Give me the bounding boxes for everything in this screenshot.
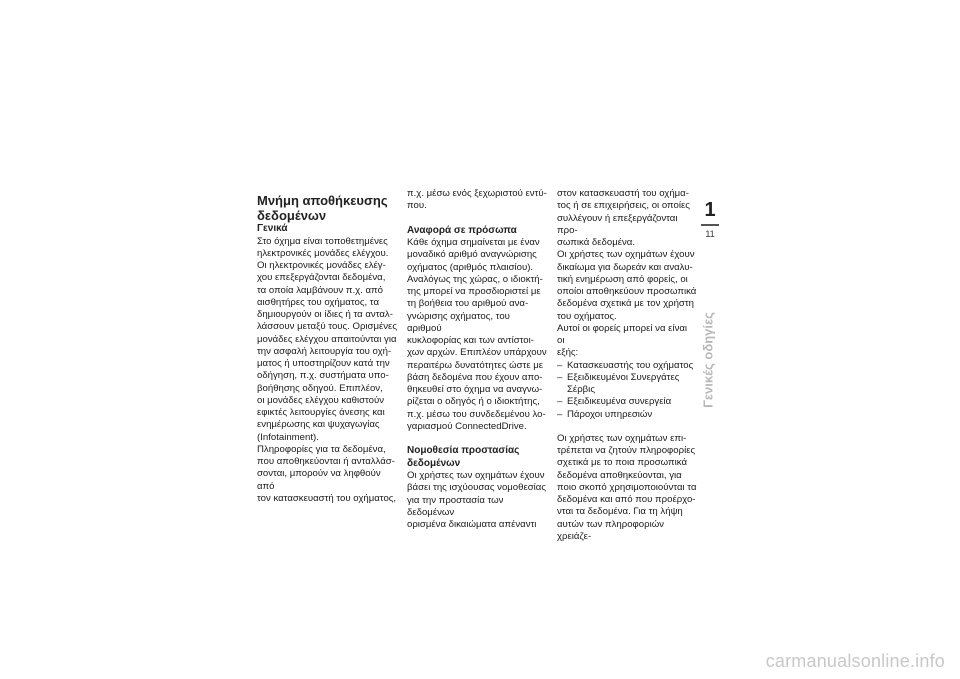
list-dash: – — [557, 396, 563, 408]
text-line: οποίοι αποθηκεύουν προσωπικά — [557, 286, 697, 297]
chapter-divider — [701, 224, 719, 226]
chapter-tab — [701, 200, 719, 239]
list-item — [557, 360, 697, 372]
page-number: 11 — [705, 229, 715, 239]
text-line: οδήγηση, π.χ. συστήματα υπο- — [257, 370, 389, 382]
text-line: τος ή σε επιχειρήσεις, οι οποίες — [557, 200, 690, 212]
paragraph-rights — [557, 188, 697, 360]
list-item-line: Πάροχοι υπηρεσιών — [567, 408, 653, 420]
text-line: Κάθε όχημα σημαίνεται με έναν — [407, 237, 540, 248]
text-line: τη βοήθεια του αριθμού ανα- — [407, 298, 529, 310]
chapter-title-vertical: Γενικές οδηγίες — [700, 312, 716, 408]
list-item-text — [567, 409, 697, 421]
text-line: περαιτέρω δυνατότητες ώστε με — [407, 359, 544, 371]
chapter-number: 1 — [704, 199, 716, 221]
text-line: τον κατασκευαστή του οχήματος, — [257, 492, 397, 504]
list-dash: – — [557, 408, 563, 420]
list-item-line: Εξειδικευμένα συνεργεία — [567, 396, 672, 408]
text-line: τική ενημέρωση από φορείς, οι — [557, 273, 688, 285]
text-line: Οι ηλεκτρονικές μονάδες ελέγ- — [257, 260, 386, 271]
section-title: Μνήμη αποθήκευσης δεδομένων — [257, 193, 388, 223]
subheading-general: Γενικά — [257, 223, 288, 234]
text-line: π.χ. μέσω ενός ξεχωριστού εντύ- — [407, 188, 547, 199]
text-line: χου επεξεργάζονται δεδομένα, — [257, 272, 386, 284]
text-line: σχετικά με το ποια προσωπικά — [557, 457, 687, 469]
text-line: ποιο σκοπό χρησιμοποιούνται τα — [557, 481, 697, 493]
text-line: βάσει της ισχύουσας νομοθεσίας — [407, 482, 546, 494]
text-line: δικαίωμα για δωρεάν και αναλυ- — [557, 261, 693, 273]
text-line: Οι χρήστες των οχημάτων έχουν — [557, 249, 695, 261]
text-line: τρέπεται να ζητούν πληροφορίες — [557, 445, 696, 456]
text-line: οι μονάδες ελέγχου καθιστούν — [257, 394, 385, 406]
text-column-1 — [257, 193, 397, 505]
list-item — [557, 372, 697, 397]
list-dash: – — [557, 359, 563, 371]
paragraph-continuation — [407, 188, 547, 213]
text-line: μονάδες ελέγχου απαιτούνται για — [257, 333, 397, 345]
text-line: ρίζεται ο οδηγός ή ο ιδιοκτήτης, — [407, 396, 540, 408]
text-line: που. — [407, 200, 427, 212]
text-line: ενημέρωσης και ψυχαγωγίας — [257, 419, 380, 431]
text-line: σονται, μπορούν να ληφθούν από — [257, 468, 381, 492]
paragraph-data-protection — [407, 470, 547, 531]
list-item-text — [567, 360, 697, 372]
paragraph-personal-reference — [407, 237, 547, 433]
text-line: σωπικά δεδομένα. — [557, 237, 636, 248]
text-line: ηλεκτρονικές μονάδες ελέγχου. — [257, 247, 389, 259]
text-line: ορισμένα δικαιώματα απέναντι — [407, 519, 537, 530]
text-line: (Infotainment). — [257, 431, 319, 443]
text-line: δεδομένα αποθηκεύονται, για — [557, 469, 682, 481]
text-line: λάσσουν μεταξύ τους. Ορισμένες — [257, 321, 397, 333]
text-line: Αναλόγως της χώρας, ο ιδιοκτή- — [407, 273, 543, 285]
paragraph-block — [257, 236, 397, 506]
watermark: carmanualsonline.info — [765, 651, 945, 671]
subheading-data-protection-line1: Νομοθεσία προστασίας — [407, 445, 520, 456]
text-line: της μπορεί να προσδιοριστεί με — [407, 286, 541, 297]
text-line: Πληροφορίες για τα δεδομένα, — [257, 443, 386, 455]
subheading-data-protection-line2: δεδομένων — [407, 457, 461, 469]
text-line: αυτών των πληροφοριών χρειάζε- — [557, 518, 664, 542]
text-line: τα οποία λαμβάνουν π.χ. από — [257, 284, 384, 296]
text-line: δεδομένα και από που προέρχο- — [557, 494, 696, 505]
text-line: Οι χρήστες των οχημάτων επι- — [557, 432, 687, 444]
text-line: συλλέγουν ή επεξεργάζονται προ- — [557, 212, 678, 236]
text-line: οχήματος (αριθμός πλαισίου). — [407, 261, 534, 273]
text-line: μοναδικό αριθμό αναγνώρισης — [407, 249, 537, 261]
list-item — [557, 409, 697, 421]
paragraph-information-request — [557, 433, 697, 543]
text-line: που αποθηκεύονται ή ανταλλάσ- — [257, 456, 395, 467]
list-item-line: Σέρβις — [567, 384, 595, 395]
text-line: γνώρισης οχήματος, του αριθμού — [407, 310, 510, 334]
text-line: π.χ. μέσω του συνδεδεμένου λο- — [407, 408, 546, 420]
text-line: του οχήματος. — [557, 310, 617, 322]
text-line: αισθητήρες του οχήματος, τα — [257, 296, 379, 308]
text-line: δημιουργούν οι ίδιες ή τα ανταλ- — [257, 309, 393, 320]
text-line: κυκλοφορίας και των αντίστοι- — [407, 335, 534, 346]
text-line: νται τα δεδομένα. Για τη λήψη — [557, 506, 683, 518]
text-line: την ασφαλή λειτουργία του οχή- — [257, 345, 392, 357]
list-item-line: Εξειδικευμένοι Συνεργάτες — [567, 371, 680, 383]
text-line: βοήθησης οδηγού. Επιπλέον, — [257, 382, 383, 394]
text-line: εξής: — [557, 347, 579, 359]
subheading-personal-reference: Αναφορά σε πρόσωπα — [407, 224, 517, 236]
list-item-text — [567, 372, 697, 397]
text-line: Στο όχημα είναι τοποθετημένες — [257, 235, 388, 247]
text-column-3 — [557, 188, 697, 543]
list-item — [557, 396, 697, 408]
text-line: για την προστασία των δεδομένων — [407, 494, 504, 518]
text-column-2 — [407, 188, 547, 531]
text-line: εφικτές λειτουργίες άνεσης και — [257, 407, 385, 418]
list-dash: – — [557, 371, 563, 383]
text-line: ματος ή υποστηρίζουν κατά την — [257, 358, 390, 369]
bullet-list — [557, 360, 697, 421]
text-line: βάση δεδομένα που έχουν απο- — [407, 371, 543, 383]
list-item-line: Κατασκευαστής του οχήματος — [567, 359, 694, 371]
text-line: θηκευθεί στο όχημα να αναγνω- — [407, 384, 543, 395]
text-line: στον κατασκευαστή του οχήμα- — [557, 188, 689, 199]
text-line: γαριασμού ConnectedDrive. — [407, 420, 527, 432]
text-line: Αυτοί οι φορείς μπορεί να είναι οι — [557, 322, 688, 346]
list-item-text — [567, 396, 697, 408]
text-line: χων αρχών. Επιπλέον υπάρχουν — [407, 347, 547, 359]
text-line: δεδομένα σχετικά με τον χρήστη — [557, 298, 694, 310]
text-line: Οι χρήστες των οχημάτων έχουν — [407, 470, 545, 481]
